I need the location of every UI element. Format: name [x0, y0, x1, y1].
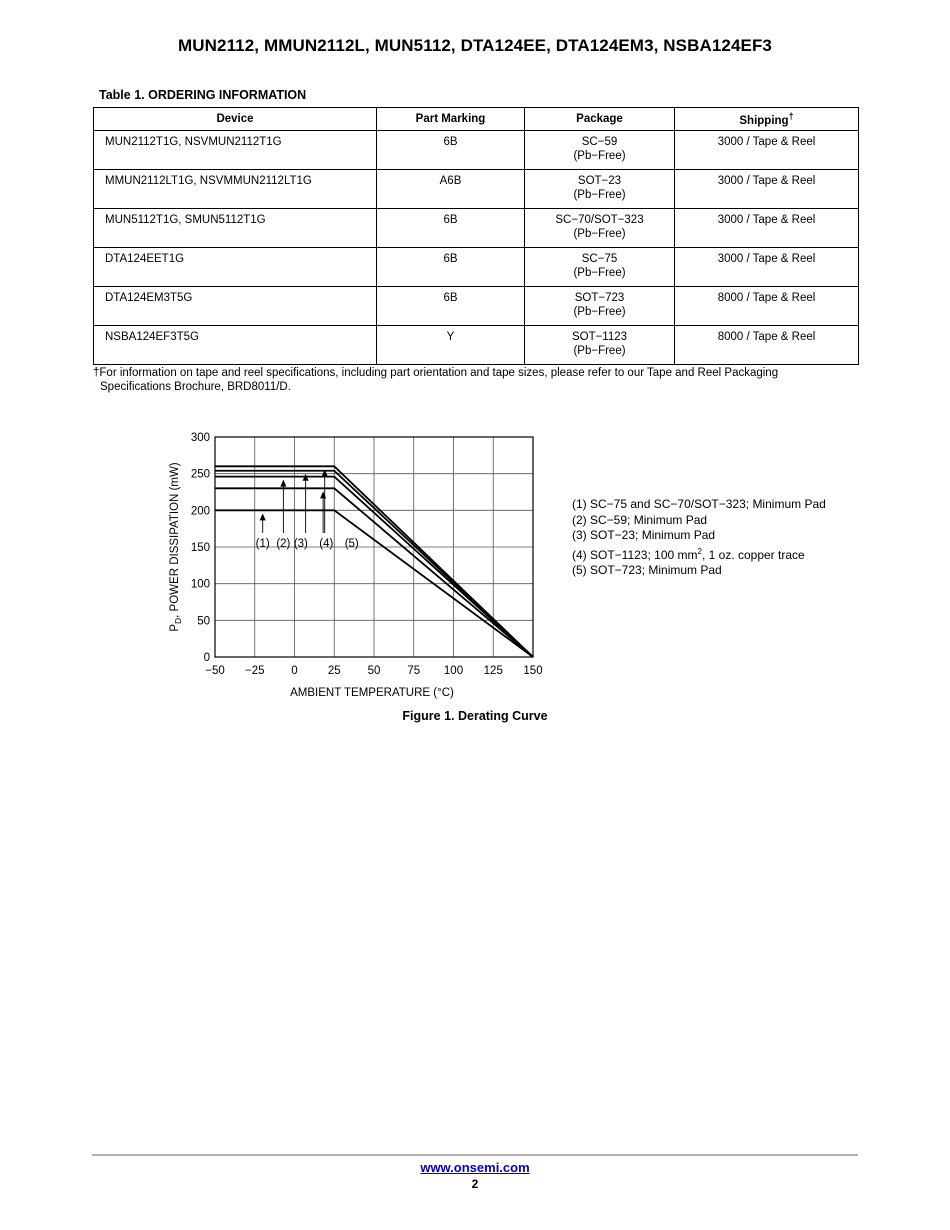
series-arrow-head: [320, 491, 326, 498]
package-note: (Pb−Free): [573, 345, 626, 357]
series-label: (2): [276, 538, 291, 550]
figure-caption: Figure 1. Derating Curve: [402, 709, 548, 723]
table-footnote: [93, 366, 859, 394]
package-note: (Pb−Free): [573, 228, 626, 240]
package-note: (Pb−Free): [573, 189, 626, 201]
y-tick-label: 0: [203, 652, 210, 664]
x-tick-label: 50: [367, 665, 381, 677]
header-package: Package: [525, 108, 675, 131]
table-row: [94, 131, 859, 170]
table-row: [94, 287, 859, 326]
x-tick-label: 75: [407, 665, 421, 677]
package-note: (Pb−Free): [573, 306, 626, 318]
series-arrow-head: [280, 480, 286, 487]
legend-text: (1) SC−75 and SC−70/SOT−323; Minimum Pad: [572, 497, 826, 511]
x-axis-label: AMBIENT TEMPERATURE (°C): [290, 687, 454, 699]
legend-superscript: 2: [697, 546, 702, 556]
table-row: [94, 209, 859, 248]
legend-item: [572, 528, 826, 544]
cell-shipping: 3000 / Tape & Reel: [675, 170, 859, 209]
y-tick-label: 250: [190, 468, 210, 481]
series-label: (1): [255, 538, 270, 550]
legend-text: (4) SOT−1123; 100 mm: [572, 547, 698, 562]
y-tick-label: 50: [197, 615, 210, 628]
table-caption: Table 1. ORDERING INFORMATION: [99, 88, 307, 102]
x-tick-label: −25: [244, 665, 265, 677]
package-note: (Pb−Free): [573, 267, 626, 279]
footnote-line-1: †For information on tape and reel specifications, including part orientation and tape sizes, please refer to our Tape and Reel Packaging: [93, 367, 779, 379]
cell-part-marking: A6B: [377, 170, 525, 209]
cell-part-marking: 6B: [377, 248, 525, 287]
chart-legend: [572, 497, 826, 579]
page-title: MUN2112, MMUN2112L, MUN5112, DTA124EE, DTA124EM3, NSBA124EF3: [178, 36, 772, 55]
package-name: SC−59: [581, 136, 618, 148]
cell-part-marking: 6B: [377, 209, 525, 248]
cell-package: [525, 131, 675, 170]
header-shipping: [675, 108, 859, 131]
footnote-line-2: Specifications Brochure, BRD8011/D.: [100, 381, 291, 393]
cell-package: [525, 287, 675, 326]
cell-device: DTA124EET1G: [94, 248, 377, 287]
series-label: (3): [293, 538, 308, 550]
legend-text: (3) SOT−23; Minimum Pad: [572, 528, 716, 542]
legend-item: [572, 544, 826, 564]
table-header-row: [94, 108, 859, 131]
page-number: 2: [471, 1177, 479, 1191]
x-tick-label: −50: [205, 665, 225, 677]
package-name: SOT−23: [577, 175, 622, 187]
cell-device: MUN5112T1G, SMUN5112T1G: [94, 209, 377, 248]
cell-shipping: 3000 / Tape & Reel: [675, 248, 859, 287]
x-tick-label: 125: [483, 665, 503, 677]
y-axis-label-main: , POWER DISSIPATION (mW): [169, 462, 181, 618]
cell-device: MMUN2112LT1G, NSVMMUN2112LT1G: [94, 170, 377, 209]
cell-shipping: 8000 / Tape & Reel: [675, 326, 859, 365]
package-name: SOT−723: [574, 292, 625, 304]
series-arrow-head: [260, 513, 266, 520]
package-name: SC−75: [581, 253, 618, 265]
cell-package: [525, 170, 675, 209]
dagger-mark: †: [788, 111, 794, 122]
cell-part-marking: 6B: [377, 287, 525, 326]
cell-package: [525, 209, 675, 248]
table-row: [94, 248, 859, 287]
cell-device: MUN2112T1G, NSVMUN2112T1G: [94, 131, 377, 170]
legend-text: (5) SOT−723; Minimum Pad: [572, 563, 722, 577]
legend-item: [572, 497, 826, 513]
y-tick-label: 100: [190, 578, 210, 591]
cell-device: DTA124EM3T5G: [94, 287, 377, 326]
footer-divider: [92, 1154, 858, 1156]
legend-item: [572, 563, 826, 579]
x-tick-label: 25: [327, 665, 341, 677]
y-axis-label: [169, 462, 183, 631]
series-label: (5): [344, 538, 359, 550]
header-shipping-label: Shipping: [739, 114, 789, 127]
cell-part-marking: 6B: [377, 131, 525, 170]
derating-chart: [150, 425, 550, 710]
legend-text: (2) SC−59; Minimum Pad: [572, 512, 708, 527]
cell-part-marking: Y: [377, 326, 525, 365]
y-axis-label-main: P: [169, 623, 181, 632]
cell-device: NSBA124EF3T5G: [94, 326, 377, 365]
table-row: [94, 170, 859, 209]
series-label: (4): [319, 538, 334, 550]
cell-package: [525, 326, 675, 365]
header-device: Device: [94, 108, 377, 131]
legend-text: , 1 oz. copper trace: [701, 547, 805, 562]
y-tick-label: 150: [190, 542, 210, 554]
header-part-marking: Part Marking: [377, 108, 525, 131]
cell-shipping: 3000 / Tape & Reel: [675, 131, 859, 170]
footer-link[interactable]: www.onsemi.com: [420, 1160, 530, 1175]
x-tick-label: 0: [291, 665, 298, 677]
y-tick-label: 300: [190, 432, 210, 444]
cell-package: [525, 248, 675, 287]
package-note: (Pb−Free): [573, 150, 626, 162]
package-name: SC−70/SOT−323: [555, 214, 644, 226]
ordering-table: [93, 107, 859, 365]
table-row: [94, 326, 859, 365]
cell-shipping: 8000 / Tape & Reel: [675, 287, 859, 326]
y-tick-label: 200: [190, 505, 210, 518]
x-tick-label: 150: [523, 665, 543, 677]
package-name: SOT−1123: [571, 331, 628, 343]
y-axis-label-subscript: D: [173, 617, 183, 624]
x-tick-label: 100: [443, 665, 464, 677]
legend-item: [572, 513, 826, 529]
cell-shipping: 3000 / Tape & Reel: [675, 209, 859, 248]
